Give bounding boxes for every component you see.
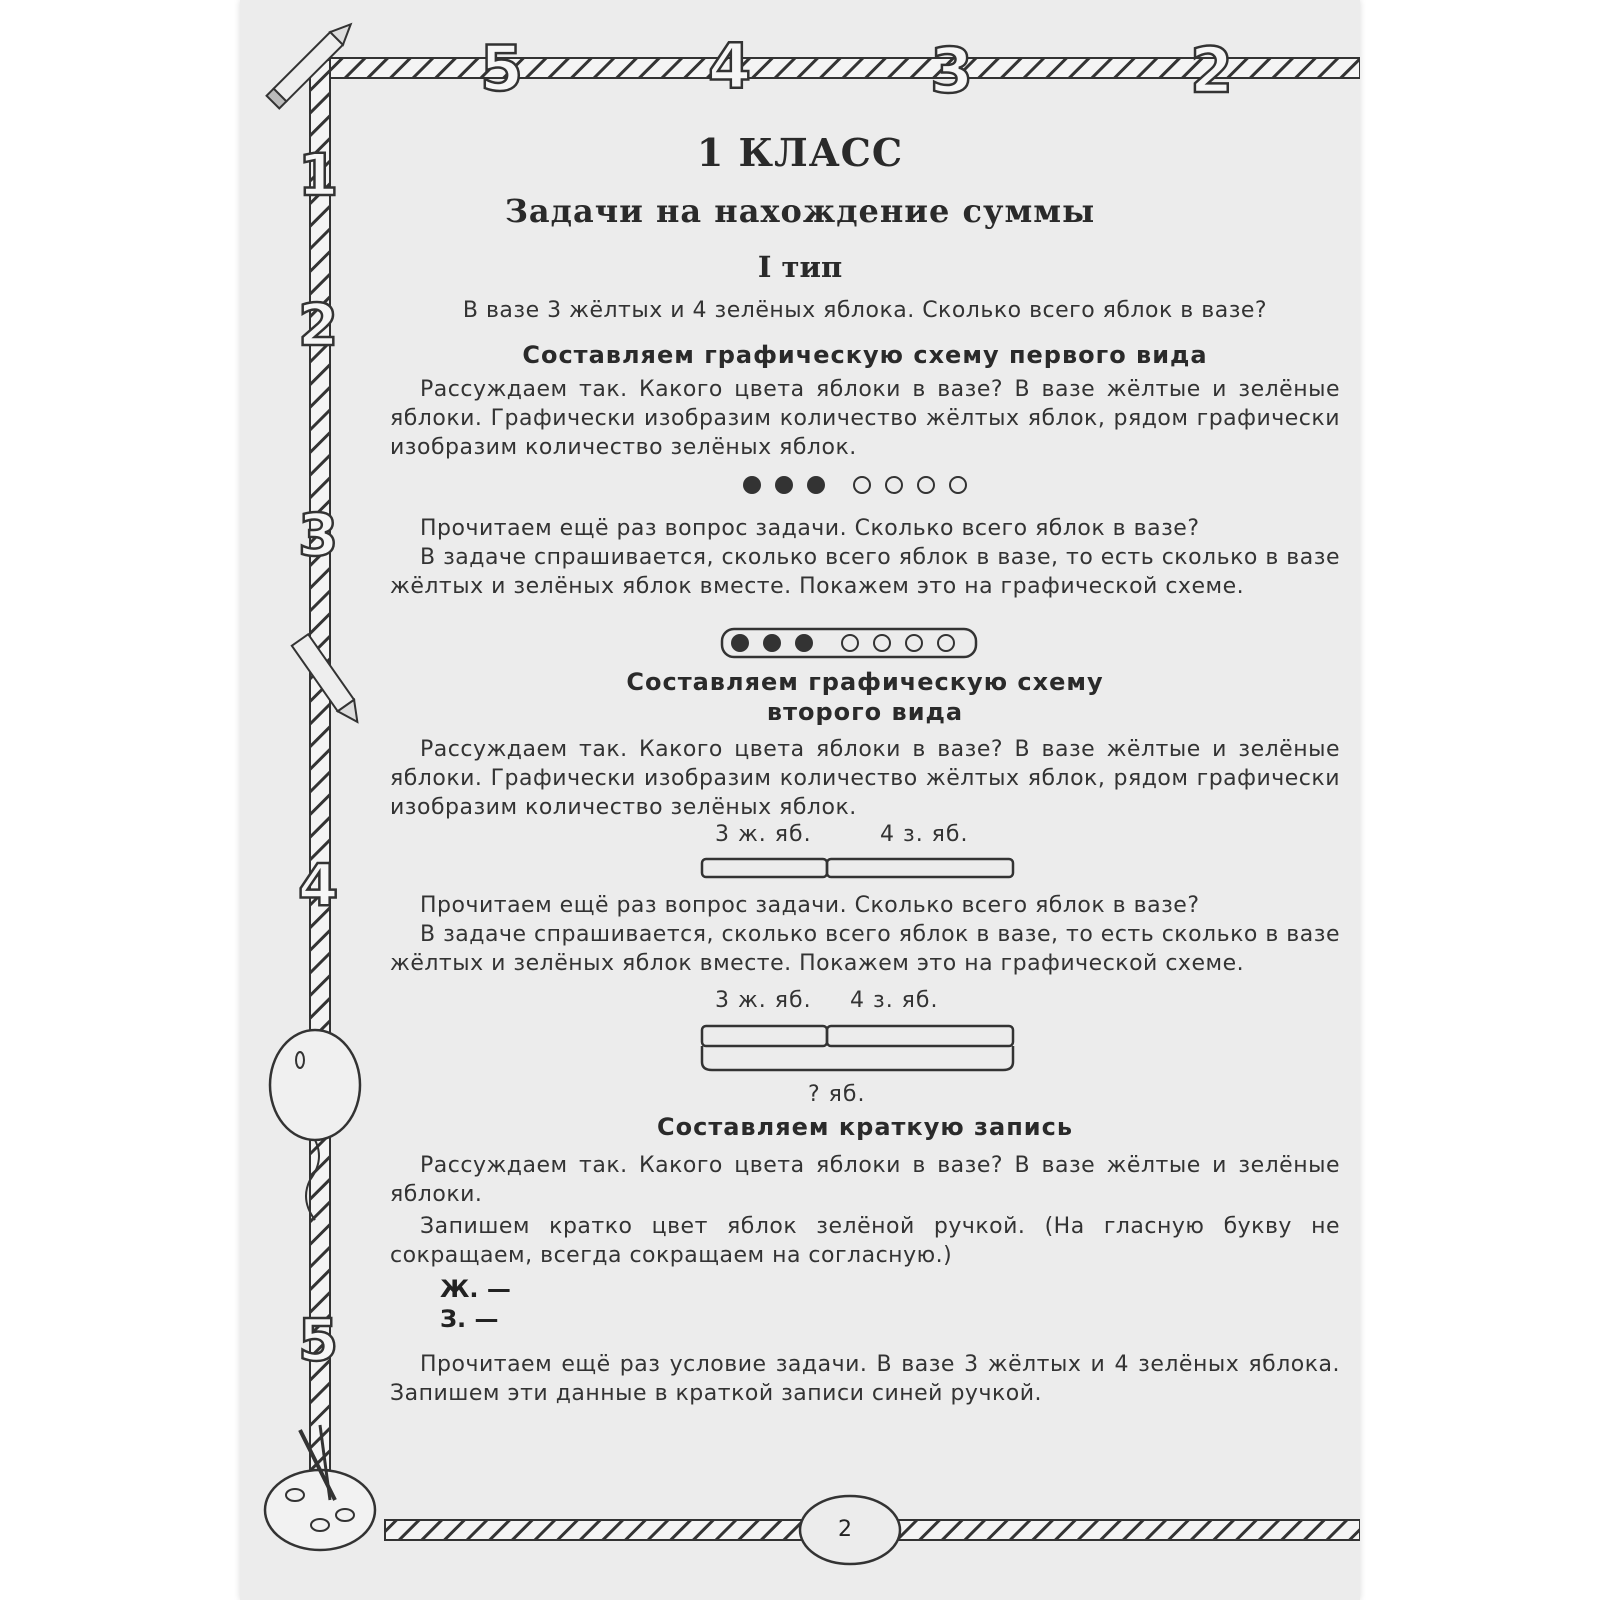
section2-explain: В задаче спрашивается, сколько всего яблок в вазе, то есть сколько в вазе жёлтых и зелёных яблок вместе. Покажем это на графической схеме. [390,922,1340,976]
section3-heading: Составляем краткую запись [657,1113,1073,1141]
frame-digit: 4 [298,851,339,919]
section3-note: Запишем кратко цвет яблок зелёной ручкой. (На гласную букву не сокращаем, всегда сокращаем на согласную.) [390,1214,1340,1268]
empty-dot [854,477,870,493]
segment-scheme-2 [700,1022,1030,1082]
page-number: 2 [838,1517,852,1542]
problem-text: В вазе 3 жёлтых и 4 зелёных яблока. Сколько всего яблок в вазе? [462,298,1268,323]
section2-reread: Прочитаем ещё раз вопрос задачи. Сколько всего яблок в вазе? [420,893,1200,918]
label-green-apples: 4 з. яб. [880,822,969,847]
section1-explain: В задаче спрашивается, сколько всего яблок в вазе, то есть сколько в вазе жёлтых и зелёных яблок вместе. Покажем это на графической схеме. [390,545,1340,599]
filled-dot [763,634,781,652]
label-yellow-apples: 3 ж. яб. [715,988,812,1013]
segment-scheme-1 [700,855,1030,885]
section1-reasoning: Рассуждаем так. Какого цвета яблоки в вазе? В вазе жёлтые и зелёные яблоки. Графически изобразим количество жёлтых яблок, рядом графически изобразим количество зелёных яблок. [390,377,1340,460]
left-rod [310,60,330,1470]
section1-reread: Прочитаем ещё раз вопрос задачи. Сколько всего яблок в вазе? [420,516,1200,541]
label-green-apples: 4 з. яб. [850,988,939,1013]
dots-scheme-1 [730,470,970,500]
record-yellow: Ж. — [440,1275,511,1303]
record-green: З. — [440,1305,499,1333]
label-total-apples: ? яб. [808,1082,866,1107]
section2-heading-line1: Составляем графическую схему [626,668,1104,696]
frame-digit: 5 [298,1306,339,1374]
frame-digit: 4 [708,30,752,103]
frame-digit: 3 [298,501,339,569]
frame-digit: 2 [1190,34,1234,107]
empty-dot [906,635,922,651]
filled-dot [795,634,813,652]
section3-reasoning: Рассуждаем так. Какого цвета яблоки в вазе? В вазе жёлтые и зелёные яблоки. [390,1153,1340,1207]
type-title: I тип [757,250,843,284]
section1-heading: Составляем графическую схему первого вида [522,341,1208,369]
empty-dot [950,477,966,493]
frame-digit: 5 [480,32,524,105]
book-page [240,0,1360,1600]
filled-dot [807,476,825,494]
filled-dot [743,476,761,494]
dots-scheme-2 [720,625,980,663]
empty-dot [842,635,858,651]
empty-dot [918,477,934,493]
topic-title: Задачи на нахождение суммы [504,192,1096,230]
filled-dot [775,476,793,494]
filled-dot [731,634,749,652]
section3-final: Прочитаем ещё раз условие задачи. В вазе 3 жёлтых и 4 зелёных яблока. Запишем эти данные в краткой записи синей ручкой. [390,1352,1340,1406]
frame-digit: 3 [930,34,974,107]
page-content [390,0,1340,1600]
empty-dot [938,635,954,651]
empty-dot [886,477,902,493]
section2-heading-line2: второго вида [766,698,964,726]
label-yellow-apples: 3 ж. яб. [715,822,812,847]
empty-dot [874,635,890,651]
section2-reasoning: Рассуждаем так. Какого цвета яблоки в вазе? В вазе жёлтые и зелёные яблоки. Графически изобразим количество жёлтых яблок, рядом графически изобразим количество зелёных яблок. [390,737,1340,820]
frame-digit: 1 [298,141,339,209]
frame-digit: 2 [298,291,339,359]
grade-title: 1 КЛАСС [696,130,904,175]
